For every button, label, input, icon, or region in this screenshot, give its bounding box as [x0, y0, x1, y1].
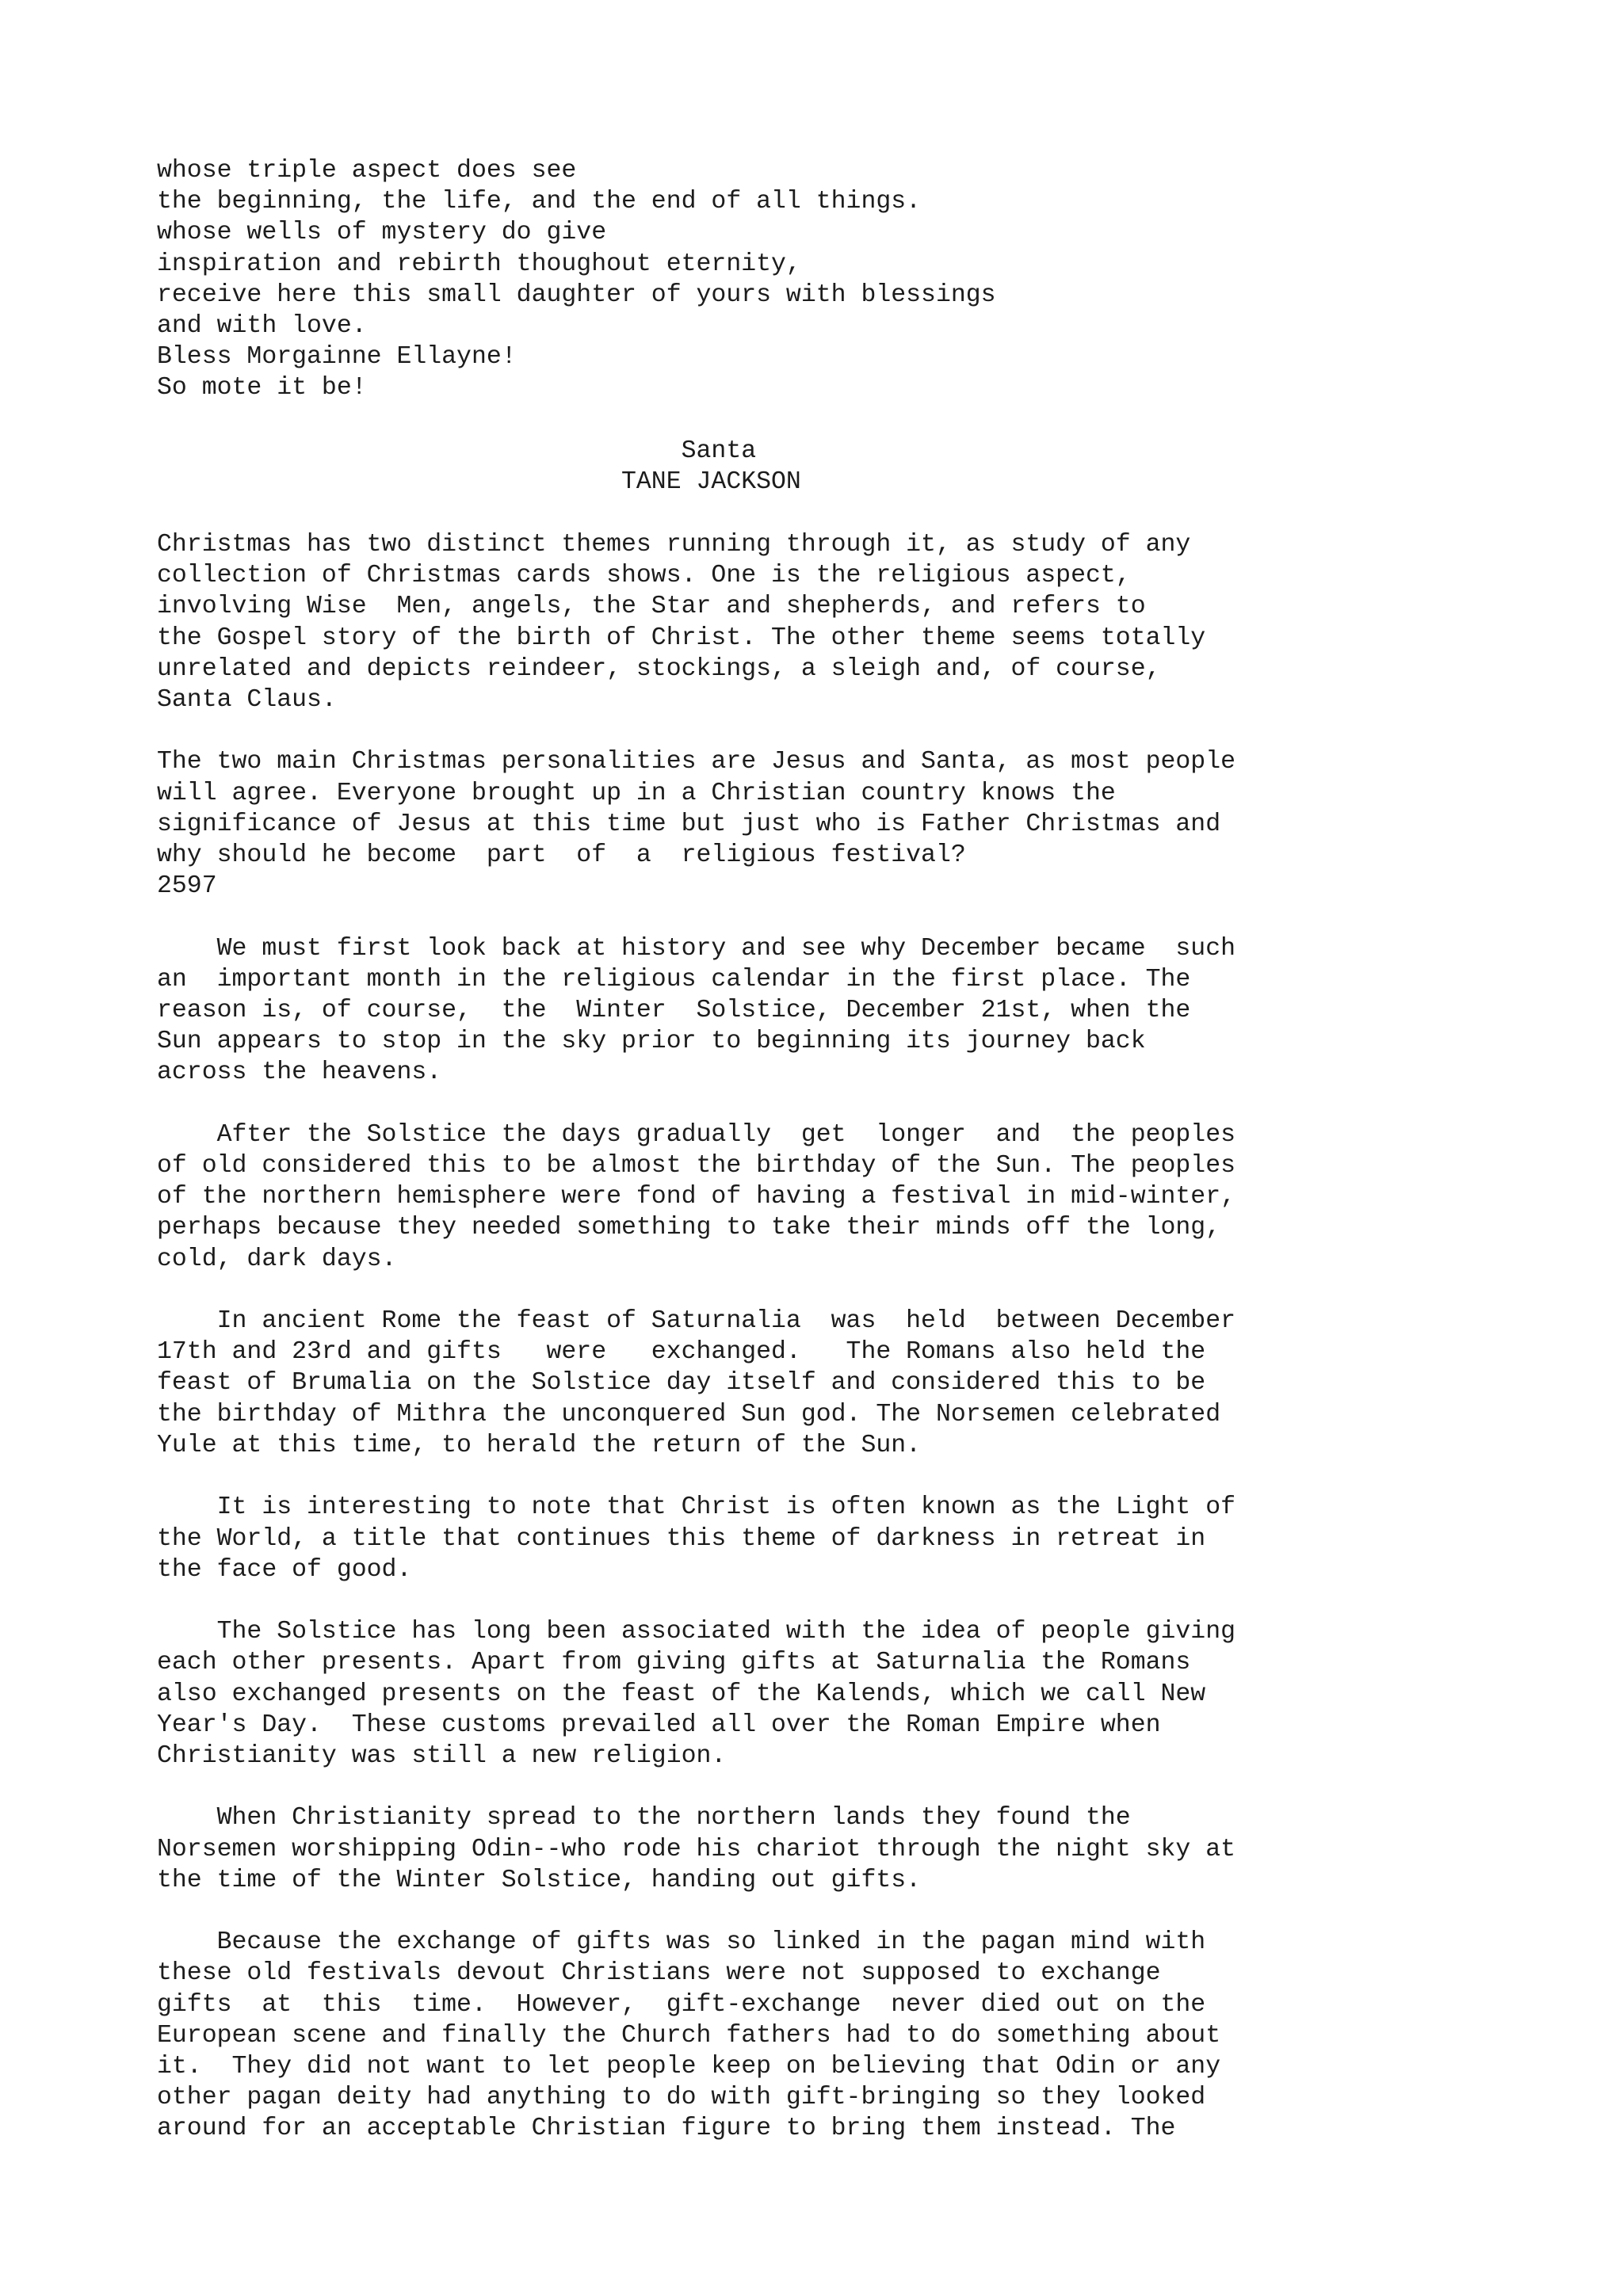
poem-closing-lines: whose triple aspect does see the beginning, the life, and the end of all things. whose wells of mystery do give inspiration and rebirth thoughout eternity, receive here this small daughter of yours with blessings and with love. Bless Morgainne Ellayne! So mote it be!	[157, 157, 996, 402]
article-title-and-author: Santa TANE JACKSON	[621, 437, 801, 497]
article-body: Christmas has two distinct themes running through it, as study of any collection of Christmas cards shows. One is the religious aspect, involving Wise Men, angels, the Star and shepherds, and refers to the Gospel story of the birth of Christ. The other theme seems totally unrelated and depicts reindeer, stockings, a sleigh and, of course, Santa Claus. The two main Christmas personalities are Jesus and Santa, as most people will agree. Everyone brought up in a Christian country knows the significance of Jesus at this time but just who is Father Christmas and why should he become part of a religious festival? 2597 We must first look back at history and see why December became such an important month in the religious calendar in the first place. The reason is, of course, the Winter Solstice, December 21st, when the Sun appears to stop in the sky prior to beginning its journey back across the heavens. After the Solstice the days gradually get longer and the peoples of old considered this to be almost the birthday of the Sun. The peoples of the northern hemisphere were fond of having a festival in mid-winter, perhaps because they needed something to take their minds off the long, cold, dark days. In ancient Rome the feast of Saturnalia was held between December 17th and 23rd and gifts were exchanged. The Romans also held the feast of Brumalia on the Solstice day itself and considered this to be the birthday of Mithra the unconquered Sun god. The Norsemen celebrated Yule at this time, to herald the return of the Sun. It is interesting to note that Christ is often known as the Light of the World, a title that continues this theme of darkness in retreat in the face of good. The Solstice has long been associated with the idea of people giving each other presents. Apart from giving gifts at Saturnalia the Romans also exchanged presents on the feast of the Kalends, which we call New Year's Day. These customs prevailed all over the Roman Empire when Christianity was still a new religion. When Christianity spread to the northern lands they found the Norsemen worshipping Odin--who rode his chariot through the night sky at the time of the Winter Solstice, handing out gifts. Because the exchange of gifts was so linked in the pagan mind with these old festivals devout Christians were not supposed to exchange gifts at this time. However, gift-exchange never died out on the European scene and finally the Church fathers had to do something about it. They did not want to let people keep on believing that Odin or any other pagan deity had anything to do with gift-bringing so they looked around for an acceptable Christian figure to bring them instead. The	[157, 531, 1236, 2143]
